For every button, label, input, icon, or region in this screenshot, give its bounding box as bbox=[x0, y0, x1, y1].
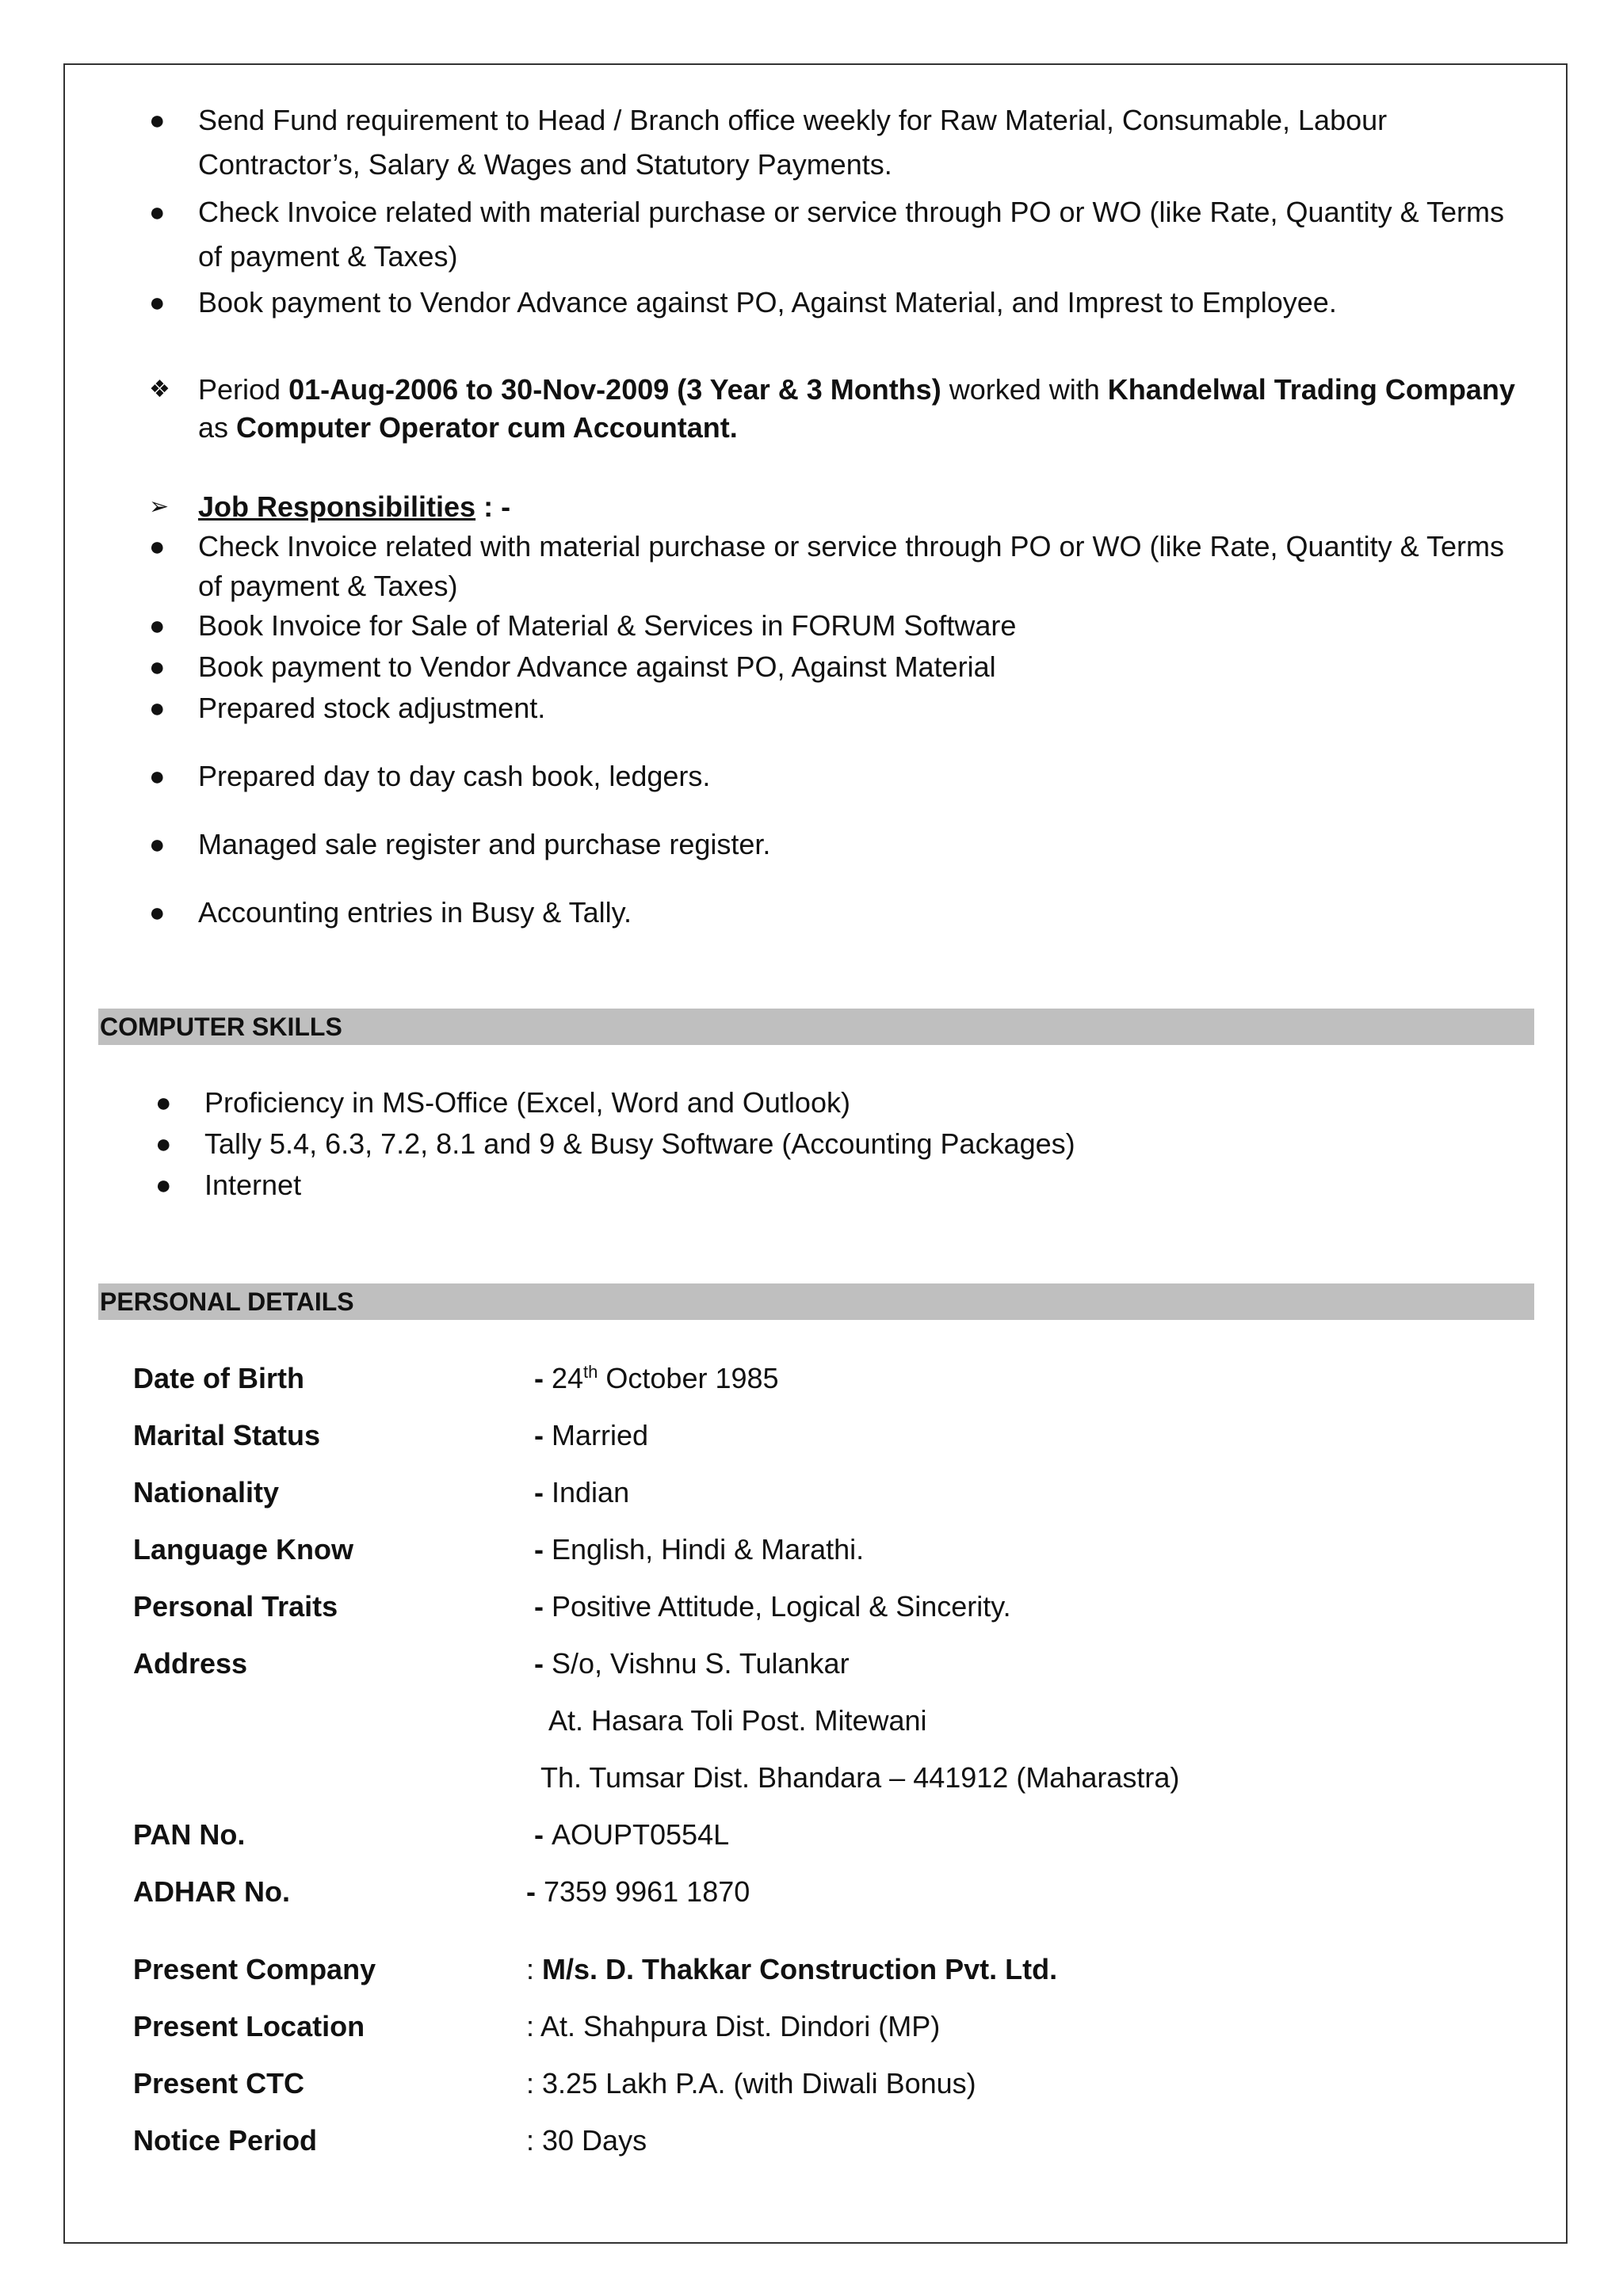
bullet-dot: ● bbox=[155, 1088, 172, 1118]
marital-value: - Married bbox=[534, 1419, 649, 1451]
arrow-bullet-icon: ➢ bbox=[149, 494, 170, 520]
traits-value: - Positive Attitude, Logical & Sincerity. bbox=[534, 1590, 1011, 1623]
top-bullet-1-line2: Contractor’s, Salary & Wages and Statutory Payments. bbox=[198, 148, 892, 181]
period-dates: 01-Aug-2006 to 30-Nov-2009 (3 Year & 3 Months) bbox=[288, 373, 941, 406]
address-line3: Th. Tumsar Dist. Bhandara – 441912 (Maharastra) bbox=[540, 1761, 1180, 1794]
job-bullet-6: Managed sale register and purchase register. bbox=[198, 828, 771, 860]
bullet-dot: ● bbox=[155, 1129, 172, 1159]
period-prefix: Period bbox=[198, 373, 289, 406]
bullet-dot: ● bbox=[149, 197, 166, 227]
job-heading-suffix: : - bbox=[475, 490, 511, 523]
period-company: Khandelwal Trading Company bbox=[1107, 373, 1515, 406]
present-location-label: Present Location bbox=[133, 2010, 365, 2042]
bullet-dot: ● bbox=[149, 532, 166, 562]
skill-3: Internet bbox=[204, 1169, 302, 1201]
bullet-dot: ● bbox=[149, 761, 166, 791]
job-bullet-1-line2: of payment & Taxes) bbox=[198, 570, 458, 602]
bullet-dot: ● bbox=[149, 105, 166, 135]
personal-details-header: PERSONAL DETAILS bbox=[98, 1283, 1534, 1320]
dob-value: - 24th October 1985 bbox=[534, 1362, 779, 1394]
notice-period-label: Notice Period bbox=[133, 2124, 318, 2157]
period-mid: worked with bbox=[941, 373, 1108, 406]
top-bullet-2-line1: Check Invoice related with material purchase or service through PO or WO (like Rate, Quantity & Terms bbox=[198, 196, 1504, 228]
job-heading-text: Job Responsibilities bbox=[198, 490, 476, 523]
bullet-dot: ● bbox=[149, 898, 166, 928]
bullet-dot: ● bbox=[149, 830, 166, 860]
present-company-label: Present Company bbox=[133, 1953, 376, 1985]
bullet-dot: ● bbox=[149, 652, 166, 682]
marital-label: Marital Status bbox=[133, 1419, 321, 1451]
job-bullet-4: Prepared stock adjustment. bbox=[198, 692, 546, 724]
present-location-value: : At. Shahpura Dist. Dindori (MP) bbox=[526, 2010, 941, 2042]
address-line1: - S/o, Vishnu S. Tulankar bbox=[534, 1647, 850, 1680]
job-bullet-3: Book payment to Vendor Advance against PO, Against Material bbox=[198, 650, 996, 683]
bullet-dot: ● bbox=[155, 1170, 172, 1200]
dob-label: Date of Birth bbox=[133, 1362, 304, 1394]
bullet-dot: ● bbox=[149, 611, 166, 641]
top-bullet-2-line2: of payment & Taxes) bbox=[198, 240, 458, 273]
adhar-value: - 7359 9961 1870 bbox=[526, 1875, 750, 1908]
present-ctc-value: : 3.25 Lakh P.A. (with Diwali Bonus) bbox=[526, 2067, 976, 2100]
job-bullet-2: Book Invoice for Sale of Material & Services in FORUM Software bbox=[198, 609, 1017, 642]
period-line2-prefix: as bbox=[198, 411, 237, 444]
period-line1 bbox=[198, 372, 1515, 407]
job-bullet-7: Accounting entries in Busy & Tally. bbox=[198, 896, 632, 929]
job-bullet-5: Prepared day to day cash book, ledgers. bbox=[198, 760, 711, 792]
top-bullet-3: Book payment to Vendor Advance against PO, Against Material, and Imprest to Employee. bbox=[198, 286, 1337, 318]
skill-1: Proficiency in MS-Office (Excel, Word and Outlook) bbox=[204, 1086, 850, 1119]
address-line2: At. Hasara Toli Post. Mitewani bbox=[548, 1704, 927, 1737]
present-ctc-label: Present CTC bbox=[133, 2067, 305, 2100]
skill-2: Tally 5.4, 6.3, 7.2, 8.1 and 9 & Busy Software (Accounting Packages) bbox=[204, 1127, 1075, 1160]
bullet-dot: ● bbox=[149, 288, 166, 318]
bullet-dot: ● bbox=[149, 693, 166, 723]
period-role: Computer Operator cum Accountant. bbox=[236, 411, 738, 444]
notice-period-value: : 30 Days bbox=[526, 2124, 647, 2157]
language-label: Language Know bbox=[133, 1533, 353, 1566]
traits-label: Personal Traits bbox=[133, 1590, 338, 1623]
period-line2 bbox=[198, 410, 738, 445]
pan-label: PAN No. bbox=[133, 1818, 246, 1851]
diamond-bullet-icon: ❖ bbox=[149, 376, 170, 402]
job-bullet-1-line1: Check Invoice related with material purchase or service through PO or WO (like Rate, Quantity & Terms bbox=[198, 530, 1504, 563]
computer-skills-header: COMPUTER SKILLS bbox=[98, 1009, 1534, 1045]
nationality-label: Nationality bbox=[133, 1476, 280, 1508]
language-value: - English, Hindi & Marathi. bbox=[534, 1533, 865, 1566]
adhar-label: ADHAR No. bbox=[133, 1875, 290, 1908]
top-bullet-1-line1: Send Fund requirement to Head / Branch office weekly for Raw Material, Consumable, Labour bbox=[198, 104, 1388, 136]
address-label: Address bbox=[133, 1647, 248, 1680]
pan-value: - AOUPT0554L bbox=[534, 1818, 730, 1851]
present-company-value: : M/s. D. Thakkar Construction Pvt. Ltd. bbox=[526, 1953, 1058, 1985]
nationality-value: - Indian bbox=[534, 1476, 630, 1508]
job-heading bbox=[198, 490, 510, 524]
